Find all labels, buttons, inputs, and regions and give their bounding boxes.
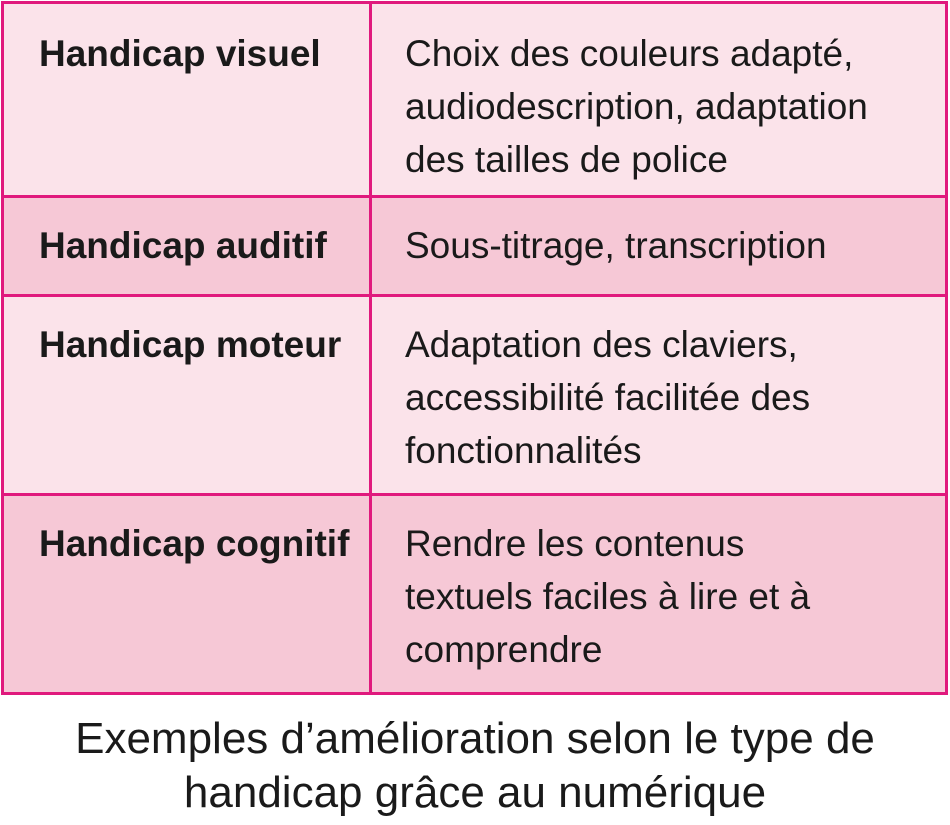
table-row [3,495,947,694]
row-label [3,296,371,495]
row-description-text: Sous-titrage, transcription [405,225,827,266]
table-row [3,296,947,495]
row-description-text: Rendre les contenus textuels faciles à lire et à comprendre [405,523,811,670]
row-label [3,197,371,296]
row-description [371,495,947,694]
caption-line-2: handicap grâce au numérique [183,768,767,817]
row-label-text: Handicap cognitif [39,523,350,564]
row-label-text: Handicap visuel [39,33,321,74]
row-label-text: Handicap moteur [39,324,342,365]
row-description-text: Choix des couleurs adapté, audiodescription, adaptation des tailles de police [405,33,868,180]
row-label [3,3,371,197]
table-row [3,197,947,296]
row-description-text: Adaptation des claviers, accessibilité facilitée des fonctionnalités [405,324,811,471]
row-label [3,495,371,694]
row-description [371,197,947,296]
figure-caption [0,712,950,820]
handicap-table [1,1,948,695]
row-description [371,296,947,495]
row-description [371,3,947,197]
row-label-text: Handicap auditif [39,225,327,266]
table-row [3,3,947,197]
caption-line-1: Exemples d’amélioration selon le type de [75,714,875,763]
